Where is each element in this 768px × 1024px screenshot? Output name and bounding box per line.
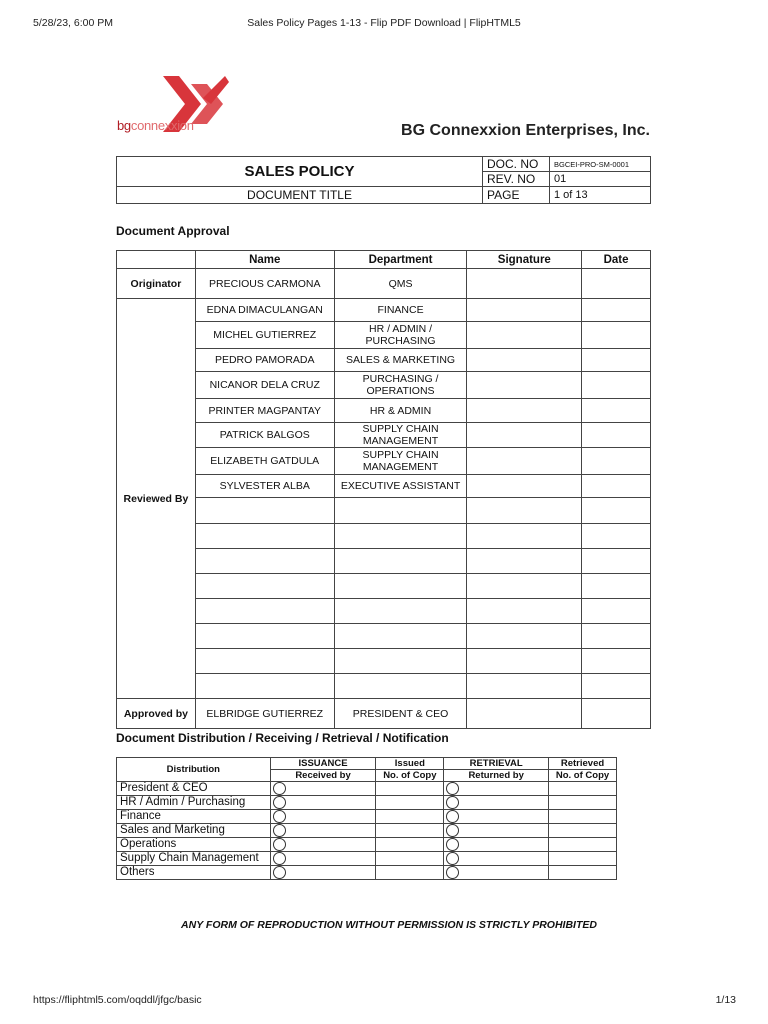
retrieved-copies-cell[interactable] — [549, 824, 617, 838]
issued-copies-cell[interactable] — [376, 810, 444, 824]
issued-copies-cell[interactable] — [376, 796, 444, 810]
dist-col-retrieval: RETRIEVAL — [444, 758, 549, 770]
date-cell[interactable] — [582, 475, 651, 498]
received-by-cell[interactable] — [270, 866, 376, 880]
received-by-cell[interactable] — [270, 824, 376, 838]
approver-name: ELBRIDGE GUTIERREZ — [195, 699, 334, 729]
received-by-cell[interactable] — [270, 810, 376, 824]
reviewer-name: MICHEL GUTIERREZ — [195, 322, 334, 349]
checkbox-circle-icon[interactable] — [446, 824, 459, 837]
date-cell[interactable] — [582, 269, 651, 299]
distribution-row — [117, 838, 617, 852]
approver-row — [117, 699, 651, 729]
dist-col-retrieved: Retrieved — [549, 758, 617, 770]
returned-by-cell[interactable] — [444, 866, 549, 880]
signature-cell[interactable] — [467, 423, 582, 448]
distribution-row — [117, 866, 617, 880]
distribution-row — [117, 796, 617, 810]
signature-cell[interactable] — [467, 448, 582, 475]
returned-by-cell[interactable] — [444, 810, 549, 824]
signature-cell[interactable] — [467, 475, 582, 498]
date-cell[interactable] — [582, 674, 651, 699]
signature-cell[interactable] — [467, 674, 582, 699]
distribution-row — [117, 810, 617, 824]
retrieved-copies-cell[interactable] — [549, 810, 617, 824]
date-cell[interactable] — [582, 574, 651, 599]
distribution-recipient: Others — [117, 866, 271, 880]
date-cell[interactable] — [582, 549, 651, 574]
reviewer-dept: SALES & MARKETING — [334, 349, 467, 372]
date-cell[interactable] — [582, 498, 651, 524]
dist-col-returned-by: Returned by — [444, 770, 549, 782]
reviewer-row — [117, 599, 651, 624]
reviewer-row — [117, 574, 651, 599]
reviewer-row — [117, 372, 651, 399]
dist-col-issuance: ISSUANCE — [270, 758, 376, 770]
checkbox-circle-icon[interactable] — [273, 866, 286, 879]
doc-title: SALES POLICY — [117, 157, 483, 187]
reviewer-dept: SUPPLY CHAIN MANAGEMENT — [334, 423, 467, 448]
logo-text-bg: bg — [117, 118, 131, 133]
retrieved-copies-cell[interactable] — [549, 852, 617, 866]
signature-cell[interactable] — [467, 299, 582, 322]
received-by-cell[interactable] — [270, 838, 376, 852]
approval-col-name: Name — [195, 251, 334, 269]
reviewer-dept: FINANCE — [334, 299, 467, 322]
approval-col-department: Department — [334, 251, 467, 269]
rev-no-value: 01 — [550, 172, 651, 187]
signature-cell[interactable] — [467, 399, 582, 423]
doc-subtitle: DOCUMENT TITLE — [117, 187, 483, 204]
signature-cell[interactable] — [467, 498, 582, 524]
approval-col-signature: Signature — [467, 251, 582, 269]
reviewer-dept — [334, 624, 467, 649]
returned-by-cell[interactable] — [444, 796, 549, 810]
reviewer-row — [117, 524, 651, 549]
checkbox-circle-icon[interactable] — [273, 810, 286, 823]
returned-by-cell[interactable] — [444, 824, 549, 838]
distribution-recipient: Supply Chain Management — [117, 852, 271, 866]
received-by-cell[interactable] — [270, 852, 376, 866]
checkbox-circle-icon[interactable] — [273, 782, 286, 795]
document-header-table — [116, 156, 651, 204]
reviewer-row — [117, 322, 651, 349]
date-cell[interactable] — [582, 349, 651, 372]
checkbox-circle-icon[interactable] — [273, 852, 286, 865]
doc-no-value: BGCEI-PRO-SM-0001 — [550, 157, 651, 172]
date-cell[interactable] — [582, 399, 651, 423]
reviewer-dept: SUPPLY CHAIN MANAGEMENT — [334, 448, 467, 475]
page-label: PAGE — [483, 187, 550, 204]
returned-by-cell[interactable] — [444, 838, 549, 852]
distribution-row — [117, 824, 617, 838]
date-cell[interactable] — [582, 299, 651, 322]
approval-heading: Document Approval — [116, 224, 230, 238]
checkbox-circle-icon[interactable] — [446, 866, 459, 879]
reviewer-dept: PURCHASING / OPERATIONS — [334, 372, 467, 399]
date-cell[interactable] — [582, 372, 651, 399]
print-page-title: Sales Policy Pages 1-13 - Flip PDF Download | FlipHTML5 — [247, 17, 521, 29]
reviewer-row — [117, 549, 651, 574]
reviewer-dept: EXECUTIVE ASSISTANT — [334, 475, 467, 498]
checkbox-circle-icon[interactable] — [446, 838, 459, 851]
approver-dept: PRESIDENT & CEO — [334, 699, 467, 729]
reviewer-dept — [334, 524, 467, 549]
reviewer-name: EDNA DIMACULANGAN — [195, 299, 334, 322]
reviewer-row — [117, 399, 651, 423]
dist-col-received-by: Received by — [270, 770, 376, 782]
issued-copies-cell[interactable] — [376, 866, 444, 880]
distribution-recipient: President & CEO — [117, 782, 271, 796]
signature-cell[interactable] — [467, 649, 582, 674]
date-cell[interactable] — [582, 322, 651, 349]
dist-col-no-copy: No. of Copy — [376, 770, 444, 782]
reviewer-name — [195, 574, 334, 599]
reviewer-row — [117, 448, 651, 475]
reviewer-dept — [334, 574, 467, 599]
reviewer-dept — [334, 549, 467, 574]
date-cell[interactable] — [582, 524, 651, 549]
signature-cell[interactable] — [467, 624, 582, 649]
reviewer-row — [117, 475, 651, 498]
originator-row — [117, 269, 651, 299]
issued-copies-cell[interactable] — [376, 824, 444, 838]
doc-no-label: DOC. NO — [483, 157, 550, 172]
returned-by-cell[interactable] — [444, 852, 549, 866]
signature-cell[interactable] — [467, 322, 582, 349]
originator-label: Originator — [117, 269, 196, 299]
signature-cell[interactable] — [467, 599, 582, 624]
logo-text-rest: connexxion — [130, 118, 194, 133]
print-url: https://fliphtml5.com/oqddl/jfgc/basic — [33, 994, 202, 1006]
approval-col-date: Date — [582, 251, 651, 269]
checkbox-circle-icon[interactable] — [273, 838, 286, 851]
reviewer-name — [195, 498, 334, 524]
date-cell[interactable] — [582, 699, 651, 729]
reviewer-row — [117, 498, 651, 524]
retrieved-copies-cell[interactable] — [549, 866, 617, 880]
retrieved-copies-cell[interactable] — [549, 796, 617, 810]
distribution-recipient: Finance — [117, 810, 271, 824]
retrieved-copies-cell[interactable] — [549, 782, 617, 796]
reviewer-name — [195, 649, 334, 674]
approval-col-blank — [117, 251, 196, 269]
distribution-row — [117, 852, 617, 866]
reviewer-row — [117, 674, 651, 699]
reviewer-name: PATRICK BALGOS — [195, 423, 334, 448]
approved-label: Approved by — [117, 699, 196, 729]
reviewer-name — [195, 599, 334, 624]
reviewer-row — [117, 624, 651, 649]
company-logo — [117, 74, 232, 138]
reviewer-dept — [334, 674, 467, 699]
reviewer-name — [195, 524, 334, 549]
print-datetime: 5/28/23, 6:00 PM — [33, 17, 113, 29]
originator-name: PRECIOUS CARMONA — [195, 269, 334, 299]
distribution-recipient: HR / Admin / Purchasing — [117, 796, 271, 810]
reviewer-dept — [334, 498, 467, 524]
reviewer-name: ELIZABETH GATDULA — [195, 448, 334, 475]
checkbox-circle-icon[interactable] — [446, 782, 459, 795]
reviewer-row — [117, 299, 651, 322]
signature-cell[interactable] — [467, 574, 582, 599]
approval-table — [116, 250, 651, 729]
print-page-number: 1/13 — [715, 994, 736, 1006]
reviewer-dept — [334, 649, 467, 674]
signature-cell[interactable] — [467, 349, 582, 372]
date-cell[interactable] — [582, 599, 651, 624]
distribution-table — [116, 757, 617, 880]
reviewer-name — [195, 549, 334, 574]
issued-copies-cell[interactable] — [376, 852, 444, 866]
issued-copies-cell[interactable] — [376, 838, 444, 852]
dist-col-issued: Issued — [376, 758, 444, 770]
checkbox-circle-icon[interactable] — [446, 852, 459, 865]
retrieved-copies-cell[interactable] — [549, 838, 617, 852]
distribution-row — [117, 782, 617, 796]
issued-copies-cell[interactable] — [376, 782, 444, 796]
reviewer-row — [117, 423, 651, 448]
checkbox-circle-icon[interactable] — [273, 796, 286, 809]
reviewer-name: PEDRO PAMORADA — [195, 349, 334, 372]
dist-col-no-copy-2: No. of Copy — [549, 770, 617, 782]
distribution-recipient: Sales and Marketing — [117, 824, 271, 838]
signature-cell[interactable] — [467, 699, 582, 729]
distribution-recipient: Operations — [117, 838, 271, 852]
checkbox-circle-icon[interactable] — [446, 810, 459, 823]
company-name: BG Connexxion Enterprises, Inc. — [401, 122, 650, 139]
date-cell[interactable] — [582, 448, 651, 475]
signature-cell[interactable] — [467, 372, 582, 399]
reviewer-name — [195, 674, 334, 699]
page-value: 1 of 13 — [550, 187, 651, 204]
reviewer-dept: HR & ADMIN — [334, 399, 467, 423]
reproduction-notice: ANY FORM OF REPRODUCTION WITHOUT PERMISSION IS STRICTLY PROHIBITED — [181, 919, 597, 931]
dist-col-distribution: Distribution — [117, 758, 271, 782]
date-cell[interactable] — [582, 649, 651, 674]
received-by-cell[interactable] — [270, 796, 376, 810]
signature-cell[interactable] — [467, 269, 582, 299]
reviewer-row — [117, 349, 651, 372]
checkbox-circle-icon[interactable] — [446, 796, 459, 809]
signature-cell[interactable] — [467, 549, 582, 574]
returned-by-cell[interactable] — [444, 782, 549, 796]
received-by-cell[interactable] — [270, 782, 376, 796]
reviewer-name: NICANOR DELA CRUZ — [195, 372, 334, 399]
reviewer-dept — [334, 599, 467, 624]
distribution-heading: Document Distribution / Receiving / Retrieval / Notification — [116, 731, 449, 745]
date-cell[interactable] — [582, 423, 651, 448]
reviewer-dept: HR / ADMIN / PURCHASING — [334, 322, 467, 349]
reviewed-label: Reviewed By — [117, 299, 196, 699]
signature-cell[interactable] — [467, 524, 582, 549]
reviewer-name: SYLVESTER ALBA — [195, 475, 334, 498]
originator-dept: QMS — [334, 269, 467, 299]
date-cell[interactable] — [582, 624, 651, 649]
reviewer-name: PRINTER MAGPANTAY — [195, 399, 334, 423]
checkbox-circle-icon[interactable] — [273, 824, 286, 837]
reviewer-row — [117, 649, 651, 674]
reviewer-name — [195, 624, 334, 649]
rev-no-label: REV. NO — [483, 172, 550, 187]
